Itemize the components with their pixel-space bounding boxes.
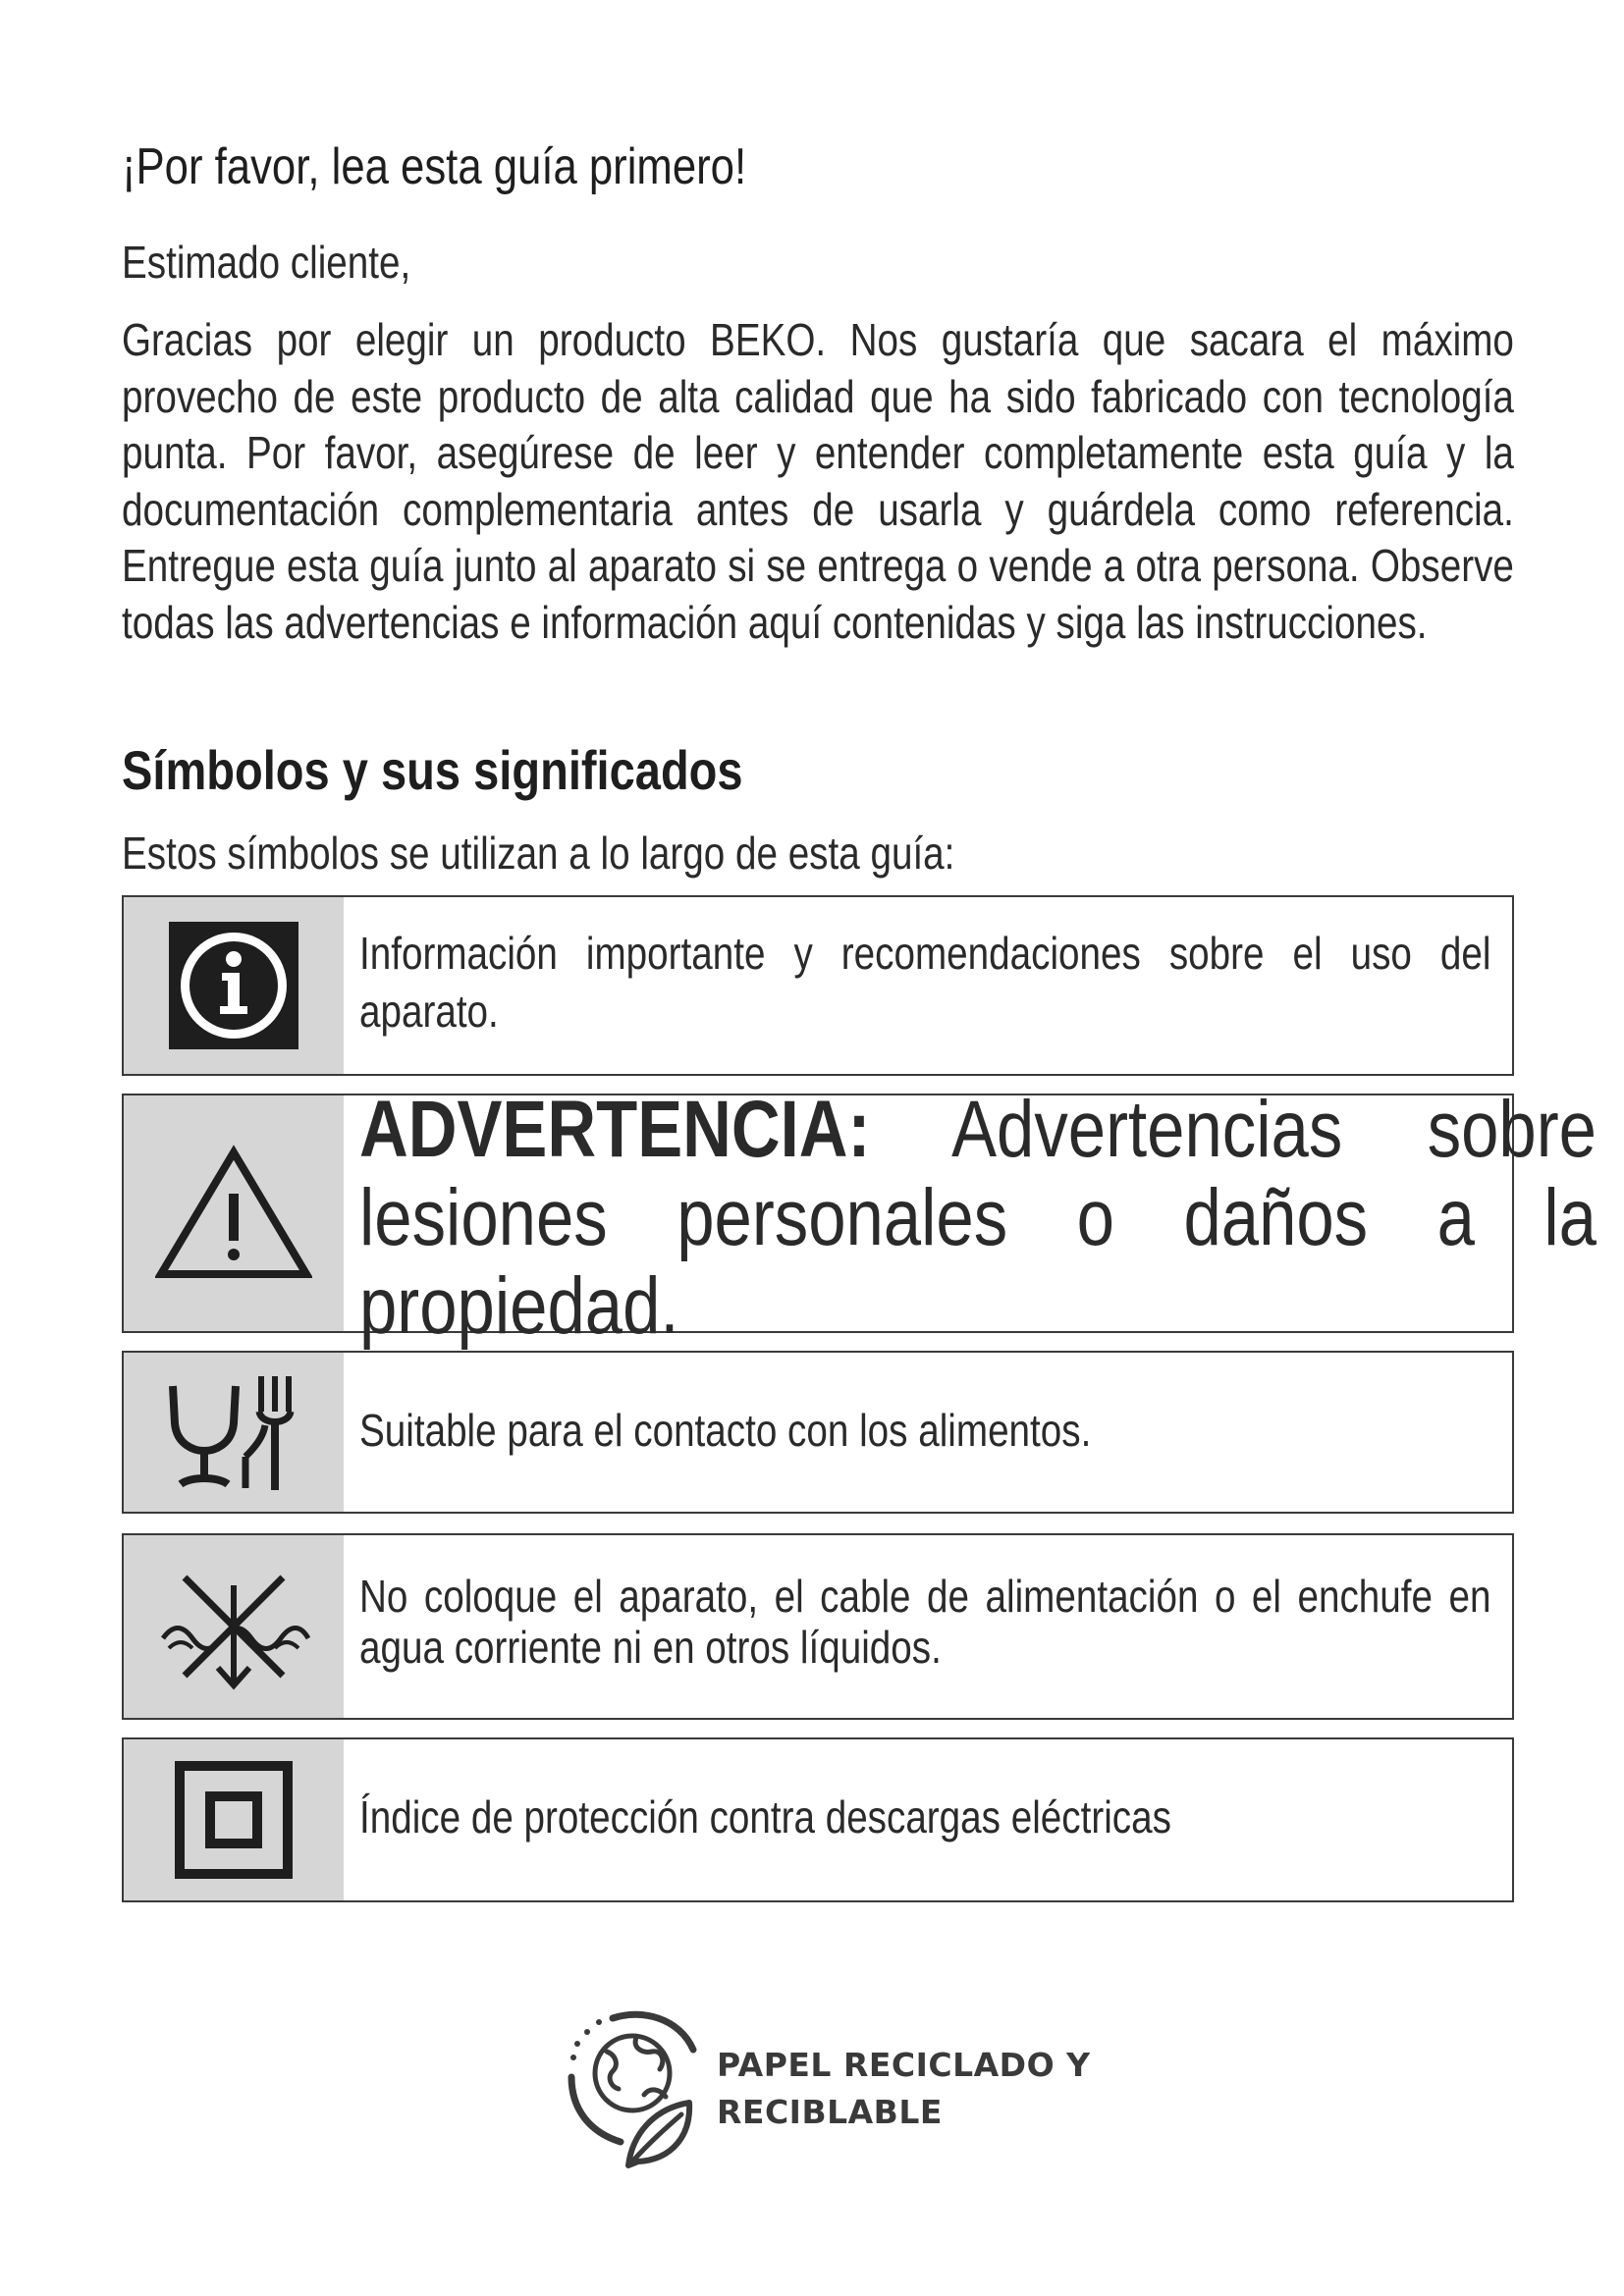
section-lead: Estos símbolos se utilizan a lo largo de esta guía:	[122, 828, 955, 879]
symbol-row-no-water	[122, 1533, 1514, 1720]
symbol-icon-cell	[124, 1353, 344, 1512]
warning-text: Advertencias sobre lesiones personales o daños a la propiedad.	[359, 1085, 1597, 1351]
symbol-row-food-safe	[122, 1351, 1514, 1514]
intro-text: Gracias por elegir un producto BEKO. Nos gustaría que sacara el máximo provecho de este producto de alta calidad que ha sido fabricado con tecnología punta. Por favor, asegúrese de leer y entender completamente esta guía y la documentación complementaria antes de usarla y guárdela como referencia. Entregue esta guía junto al aparato si se entrega o vende a otra persona. Observe todas las advertencias e información aquí contenidas y siga las instrucciones.	[122, 314, 1514, 648]
eco-label	[717, 2042, 1091, 2136]
eco-label-line1: PAPEL RECICLADO Y	[717, 2046, 1091, 2084]
symbol-row-double-insulation	[122, 1737, 1514, 1902]
recycled-paper-globe-leaf-icon	[564, 2006, 711, 2173]
symbol-row-warning	[122, 1085, 1597, 1351]
page-title: ¡Por favor, lea esta guía primero!	[122, 138, 747, 195]
symbol-description: Suitable para el contacto con los alimentos.	[359, 1405, 1092, 1456]
info-icon	[169, 922, 298, 1049]
double-insulation-icon	[175, 1761, 293, 1879]
symbol-description	[359, 1085, 1597, 1351]
symbol-description: Información importante y recomendaciones sobre el uso del aparato.	[359, 928, 1491, 1037]
symbol-icon-cell	[124, 897, 344, 1074]
symbol-icon-cell	[124, 1095, 344, 1331]
eco-label-line2: RECIBLABLE	[717, 2093, 943, 2131]
symbol-icon-cell	[124, 1739, 344, 1900]
symbol-row-info	[122, 895, 1514, 1076]
symbol-description: Índice de protección contra descargas eléctricas	[359, 1791, 1171, 1842]
symbol-icon-cell	[124, 1535, 344, 1718]
food-safe-glass-fork-icon	[165, 1368, 302, 1496]
warning-triangle-icon	[155, 1145, 312, 1282]
symbol-description: No coloque el aparato, el cable de alimentación o el enchufe en agua corriente ni en otros líquidos.	[359, 1571, 1491, 1673]
greeting: Estimado cliente,	[122, 237, 411, 288]
eco-badge	[564, 2006, 1113, 2173]
section-title: Símbolos y sus significados	[122, 739, 743, 801]
warning-label: ADVERTENCIA:	[359, 1085, 871, 1174]
no-water-immersion-icon	[155, 1558, 312, 1695]
intro-paragraph	[122, 312, 1514, 652]
